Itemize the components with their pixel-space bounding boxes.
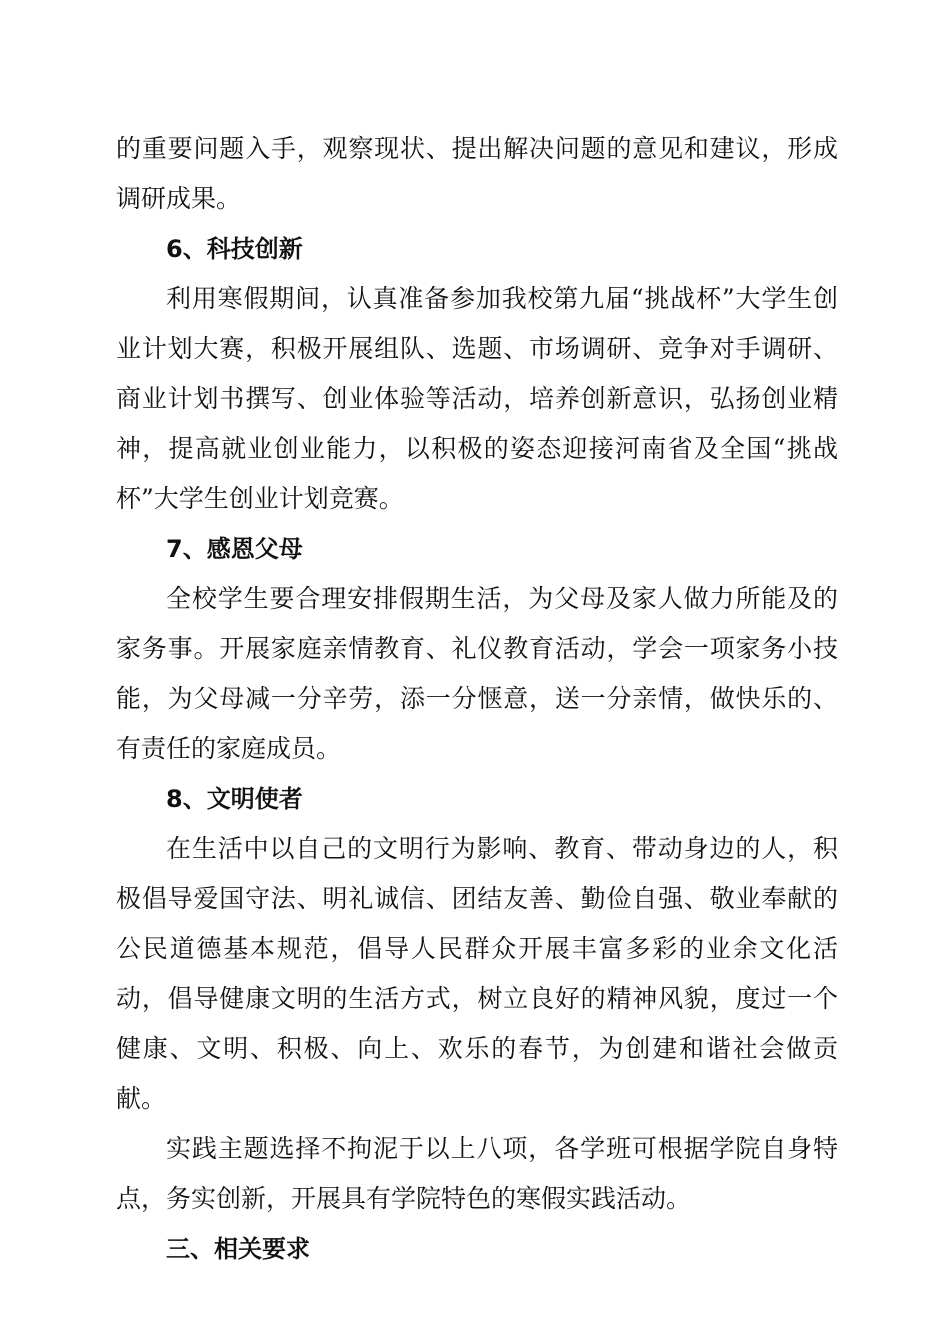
heading-section-requirements: 三、相关要求 [166,1235,310,1263]
heading-gratitude-parents: 7、感恩父母 [166,535,303,563]
paragraph-tech-innovation: 利用寒假期间，认真准备参加我校第九届“挑战杯”大学生创业计划大赛，积极开展组队、选题、市场调研、竞争对手调研、商业计划书撰写、创业体验等活动，培养创新意识，弘扬创业精神，提高就业创业能力，以积极的姿态迎接河南省及全国“挑战杯”大学生创业计划竞赛。 [116,284,838,513]
paragraph-research-end: 的重要问题入手，观察现状、提出解决问题的意见和建议，形成调研成果。 [116,134,838,213]
heading-civility-ambassador: 8、文明使者 [166,785,303,813]
paragraph-practice-note: 实践主题选择不拘泥于以上八项，各学班可根据学院自身特点，务实创新，开展具有学院特色的寒假实践活动。 [116,1134,838,1213]
paragraph-gratitude-parents: 全校学生要合理安排假期生活，为父母及家人做力所能及的家务事。开展家庭亲情教育、礼仪教育活动，学会一项家务小技能，为父母减一分辛劳，添一分惬意，送一分亲情，做快乐的、有责任的家庭成员。 [116,584,838,763]
heading-tech-innovation: 6、科技创新 [166,235,303,263]
document-page [116,124,838,1274]
paragraph-civility-ambassador: 在生活中以自己的文明行为影响、教育、带动身边的人，积极倡导爱国守法、明礼诚信、团结友善、勤俭自强、敬业奉献的公民道德基本规范，倡导人民群众开展丰富多彩的业余文化活动，倡导健康文明的生活方式，树立良好的精神风貌，度过一个健康、文明、积极、向上、欢乐的春节，为创建和谐社会做贡献。 [116,834,838,1113]
